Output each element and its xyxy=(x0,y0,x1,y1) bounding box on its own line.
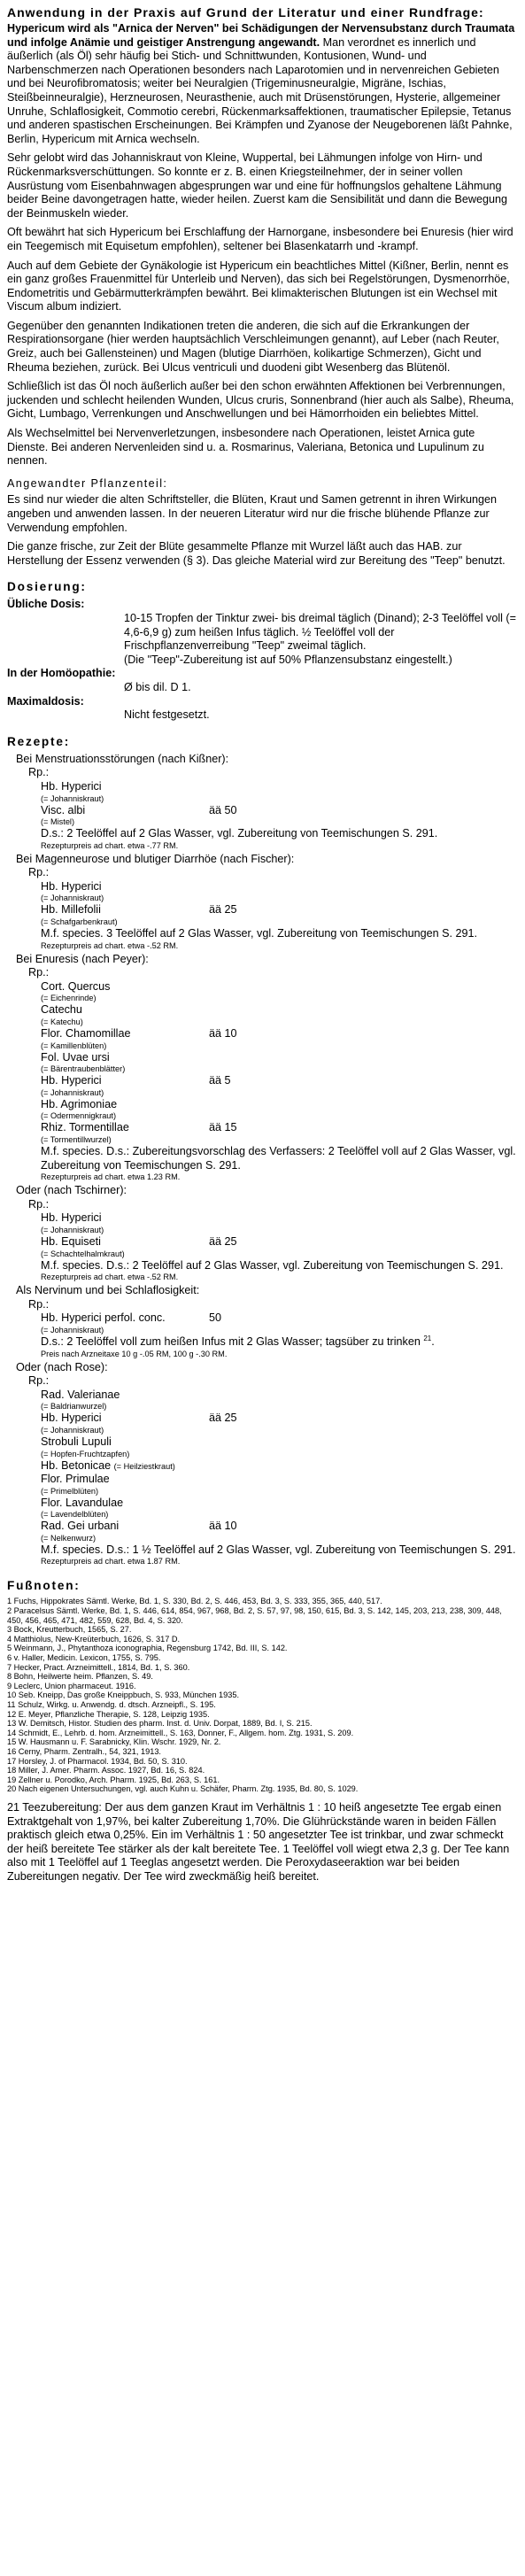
rp-label: Rp.: xyxy=(28,1297,50,1311)
dosage-table xyxy=(7,598,518,722)
ingredient-note: (= Katechu) xyxy=(41,1017,83,1027)
ingredient-note: (= Nelkenwurz) xyxy=(41,1533,97,1543)
dosage-value: Ø bis dil. D 1. xyxy=(124,680,191,693)
paragraph: Gegenüber den genannten Indikationen treten die anderen, die sich auf die Erkrankungen der Respirationsorgane (hier werden hauptsächlich Verschleimungen genannt), auf Leber (nach Reuter, Greiz, auch bei Gallensteinen) und Magen (blutige Diarrhöen, kolikartige Schmerzen), Gicht und Rheuma beziehen, zurück. Bei Ulcus ventriculi und duodeni gibt Wesenberg das Blütenöl. xyxy=(7,319,499,374)
ingredient-note: (= Lavendelblüten) xyxy=(41,1510,109,1520)
subheading: Angewandter Pflanzenteil: xyxy=(7,476,168,490)
section-heading: Dosierung: xyxy=(7,580,87,594)
recipe-instruction: M.f. species. 3 Teelöffel auf 2 Glas Wasser, vgl. Zubereitung von Teemischungen S. 291. xyxy=(41,927,478,940)
ingredient: Hb. Hyperici xyxy=(41,779,102,793)
section-heading: Rezepte: xyxy=(7,734,71,748)
footnote: 8 Bohn, Heilwerte heim. Pflanzen, S. 49. xyxy=(7,1672,153,1682)
ingredient: Rad. Gei urbani ää 10 xyxy=(41,1520,237,1533)
recipe-instruction: M.f. species. D.s.: 1 ½ Teelöffel auf 2 Glas Wasser, vgl. Zubereitung von Teemischungen S. 291. xyxy=(41,1543,516,1556)
footnote: 18 Miller, J. Amer. Pharm. Assoc. 1927, Bd. 16, S. 824. xyxy=(7,1766,205,1775)
footnote: 17 Horsley, J. of Pharmacol. 1934, Bd. 50, S. 310. xyxy=(7,1756,188,1766)
rp-label: Rp.: xyxy=(28,966,50,979)
footnote: 15 W. Hausmann u. F. Sarabnicky, Klin. Wschr. 1929, Nr. 2. xyxy=(7,1737,221,1747)
recipe-title: Bei Enuresis (nach Peyer): xyxy=(16,952,149,965)
ingredient-note: (= Schafgarbenkraut) xyxy=(41,917,118,927)
ingredient: Flor. Lavandulae xyxy=(41,1496,124,1509)
recipe-price: Rezepturpreis ad chart. etwa -.52 RM. xyxy=(41,1273,179,1282)
footnote: 16 Cerny, Pharm. Zentralh., 54, 321, 1913. xyxy=(7,1746,161,1756)
ingredient: Cort. Quercus xyxy=(41,979,111,993)
recipe-price: Preis nach Arzneitaxe 10 g -.05 RM, 100 g -.30 RM. xyxy=(41,1349,228,1358)
ingredient: Hb. Equiseti ää 25 xyxy=(41,1234,237,1248)
recipe-title: Bei Magenneurose und blutiger Diarrhöe (nach Fischer): xyxy=(16,852,295,865)
rp-label: Rp.: xyxy=(28,766,50,779)
footnote-list xyxy=(7,1597,518,1793)
footnote-21: 21 Teezubereitung: Der aus dem ganzen Kraut im Verhältnis 1 : 10 heiß angesetzte Tee ergab einen Extraktgehalt von 1,97%, bei kalter Zubereitung 1,70%. Die Glührückstände waren in beiden Fällen praktisch gleich etwa 0,25%. Ein im Verhältnis 1 : 50 angesetzter Tee ist trinkbar, und zwar schmeckt der heiß bereitete Tee stärker als der kalt bereitete Tee. 1 Teelöffel voll wiegt etwa 2,3 g. Der Tee kann also mit 1 Teelöffel auf 1 Teeglas angesetzt werden. Die Peroxydaseeraktion war bei beiden Zubereitungen negativ. Der Tee wird zweckmäßig heiß bereitet. xyxy=(7,1800,510,1883)
dosage-label: Übliche Dosis: xyxy=(7,598,85,611)
ingredient-note: (= Bärentraubenblätter) xyxy=(41,1064,126,1074)
ingredient: Hb. Hyperici xyxy=(41,1211,102,1225)
footnote: 14 Schmidt, E., Lehrb. d. hom. Arzneimittell., S. 163, Donner, F., Allgem. hom. Ztg. 1931, S. 209. xyxy=(7,1728,354,1737)
footnote: 1 Fuchs, Hippokrates Sämtl. Werke, Bd. 1, S. 330, Bd. 2, S. 446, 453, Bd. 3, S. 333, 355, 365, 440, 517. xyxy=(7,1597,382,1606)
footnote: 2 Paracelsus Sämtl. Werke, Bd. 1, S. 446, 614, 854, 967, 968, Bd. 2, S. 57, 97, 98, 150, 615, Bd. 3, S. 142, 145, 203, 213, 238, 309, 448, 450, 456, 465, 471, 482, 559, 628, Bd. 4, S. 320. xyxy=(7,1606,502,1625)
ingredient-note: (= Odermennigkraut) xyxy=(41,1111,117,1121)
paragraph: Hypericum wird als "Arnica der Nerven" bei Schädigungen der Nervensubstanz durch Traumata und infolge Anämie und geistiger Anstrengung angewandt. Man verordnet es innerlich und äußerlich (als Öl) sehr häufig bei Stich- und Schnittwunden, Kontusionen, Wund- und Narbenschmerzen nach Operationen besonders nach Laparotomien und in nervenreichen Gebieten und bei Neurofibromatosis; weiter bei Neuralgien (Trigeminusneuralgie, Migräne, Ischias, Steißbeinneuralgie), Herzneurosen, Neurasthenie, auch mit Drüsenstörungen, Hysterie, allgemeiner Unruhe, Schlaflosigkeit, Commotio cerebri, Rückenmarksaffektionen, traumatischer Epilepsie, Tetanus und anderen spastischen Erscheinungen. Bei Krämpfen und Zyanose der Neugeborenen läßt Pahnke, Berlin, Hypericum mit Arnica wechseln. xyxy=(7,22,515,145)
footnote: 19 Zellner u. Porodko, Arch. Pharm. 1925, Bd. 263, S. 161. xyxy=(7,1775,220,1784)
ingredient-note: (= Johanniskraut) xyxy=(41,793,104,803)
ingredient: Rhiz. Tormentillae ää 15 xyxy=(41,1121,237,1134)
ingredient: Fol. Uvae ursi xyxy=(41,1050,110,1064)
recipe-price: Rezepturpreis ad chart. etwa 1.87 RM. xyxy=(41,1557,181,1566)
ingredient-note: (= Tormentillwurzel) xyxy=(41,1135,112,1144)
ingredient: Catechu xyxy=(41,1003,82,1017)
recipe-instruction: D.s.: 2 Teelöffel auf 2 Glas Wasser, vgl. Zubereitung von Teemischungen S. 291. xyxy=(41,827,438,840)
footnote: 13 W. Demitsch, Histor. Studien des pharm. Inst. d. Univ. Dorpat, 1889, Bd. I, S. 215. xyxy=(7,1719,313,1729)
paragraph: Es sind nur wieder die alten Schriftsteller, die Blüten, Kraut und Samen getrennt in ihren Wirkungen angeben und anwenden lassen. In der neueren Literatur wird nur die frische blühende Pflanze zur Verwendung empfohlen. xyxy=(7,493,498,534)
ingredient: Visc. albi ää 50 xyxy=(41,803,237,816)
recipe-title: Oder (nach Rose): xyxy=(16,1360,108,1373)
ingredient: Flor. Primulae xyxy=(41,1473,110,1486)
ingredient-note: (= Baldrianwurzel) xyxy=(41,1402,107,1412)
footnote: 10 Seb. Kneipp, Das große Kneippbuch, S. 933, München 1935. xyxy=(7,1690,240,1700)
ingredient-note: (= Johanniskraut) xyxy=(41,1225,104,1234)
ingredient-note: (= Johanniskraut) xyxy=(41,1325,104,1334)
paragraph: Oft bewährt hat sich Hypericum bei Erschlaffung der Harnorgane, insbesondere bei Enuresis (hier wird ein Teegemisch mit Equisetum empfohlen), seltener bei Blasenkatarrh und -krampf. xyxy=(7,226,513,252)
recipe-instruction: M.f. species. D.s.: Zubereitungsvorschlag des Verfassers: 2 Teelöffel voll auf 2 Glas Wasser, vgl. Zubereitung von Teemischungen S. 291. xyxy=(41,1145,516,1172)
paragraph: Die ganze frische, zur Zeit der Blüte gesammelte Pflanze mit Wurzel läßt auch das HAB. zur Herstellung der Essenz verwenden (§ 3). Das gleiche Material wird zur Bereitung des "Teep" benutzt. xyxy=(7,540,506,567)
recipe-price: Rezepturpreis ad chart. etwa -.77 RM. xyxy=(41,840,179,850)
ingredient-note: (= Mistel) xyxy=(41,817,75,827)
rp-label: Rp.: xyxy=(28,1197,50,1211)
recipes xyxy=(16,753,518,1567)
ingredient-note: (= Eichenrinde) xyxy=(41,994,97,1003)
section-heading: Fußnoten: xyxy=(7,1579,81,1593)
footnote: 20 Nach eigenen Untersuchungen, vgl. auch Kuhn u. Schäfer, Pharm. Ztg. 1935, Bd. 80, S. 1029. xyxy=(7,1784,359,1794)
footnote: 11 Schulz, Wirkg. u. Anwendg. d. dtsch. Arzneipfl., S. 195. xyxy=(7,1700,216,1709)
ingredient: Hb. Agrimoniae xyxy=(41,1097,118,1110)
rp-label: Rp.: xyxy=(28,1374,50,1388)
ingredient: Hb. Hyperici perfol. conc. 50 xyxy=(41,1311,222,1325)
ingredient: Hb. Hyperici ää 25 xyxy=(41,1412,237,1425)
ingredient-note: (= Hopfen-Fruchtzapfen) xyxy=(41,1449,130,1458)
ingredient-note: (= Johanniskraut) xyxy=(41,1425,104,1435)
ingredient-note: (= Kamillenblüten) xyxy=(41,1040,107,1050)
paragraph: Sehr gelobt wird das Johanniskraut von Kleine, Wuppertal, bei Lähmungen infolge von Hirn- und Rückenmarksverschüttungen. So konnte er z. B. einen Kriegsteilnehmer, der in seiner vollen Ausrüstung vom Eisenbahnwagen abgesprungen war und eine für hoffnungslos gehaltene Lähmung beider Beine davongetragen hatte, wieder heilen. Zuerst kam die Sensibilität und dann die Bewegung der Beinmuskeln wieder. xyxy=(7,151,507,220)
recipe-price: Rezepturpreis ad chart. etwa 1.23 RM. xyxy=(41,1172,181,1182)
ingredient-note: (= Johanniskraut) xyxy=(41,893,104,903)
rp-label: Rp.: xyxy=(28,866,50,879)
footnote: 3 Bock, Kreutterbuch, 1565, S. 27. xyxy=(7,1625,132,1635)
ingredient-note: (= Schachtelhalmkraut) xyxy=(41,1249,125,1258)
footnote: 9 Leclerc, Union pharmaceut. 1916. xyxy=(7,1681,136,1690)
ingredient: Hb. Millefolii ää 25 xyxy=(41,903,237,917)
ingredient: Hb. Hyperici xyxy=(41,879,102,893)
ingredient-note: (= Johanniskraut) xyxy=(41,1087,104,1097)
ingredient: Hb. Betonicae (= Heilziestkraut) xyxy=(41,1458,175,1472)
ingredient: Rad. Valerianae xyxy=(41,1388,120,1401)
recipe-title: Als Nervinum und bei Schlaflosigkeit: xyxy=(16,1284,200,1297)
page-title: Anwendung in der Praxis auf Grund der Literatur und einer Rundfrage: xyxy=(7,5,484,19)
ingredient: Strobuli Lupuli xyxy=(41,1435,112,1448)
dosage-label: Maximaldosis: xyxy=(7,694,84,708)
footnote: 7 Hecker, Pract. Arzneimittell., 1814, Bd. 1, S. 360. xyxy=(7,1662,190,1672)
dosage-label: In der Homöopathie: xyxy=(7,667,116,680)
footnote: 4 Matthiolus, New-Kreüterbuch, 1626, S. 317 D. xyxy=(7,1634,181,1644)
paragraph: Schließlich ist das Öl noch äußerlich außer bei den schon erwähnten Affektionen bei Verbrennungen, juckenden und schlecht heilenden Wunden, Ulcus cruris, Sonnenbrand (hier auch als Salbe), Rheuma, Gicht, Lumbago, Verrenkungen und Anschwellungen und bei Hämorrhoiden ein beliebtes Mittel. xyxy=(7,380,514,421)
recipe-price: Rezepturpreis ad chart. etwa -.52 RM. xyxy=(41,940,179,950)
dosage-value: Nicht festgesetzt. xyxy=(124,708,210,722)
footnote: 5 Weinmann, J., Phytanthoza iconographia, Regensburg 1742, Bd. III, S. 142. xyxy=(7,1644,288,1653)
paragraph: Auch auf dem Gebiete der Gynäkologie ist Hypericum ein beachtliches Mittel (Kißner, Berlin, nennt es ein ganz großes Frauenmittel für Unterleib und Nerven), das sich bei Regelstörungen, Dysmenorrhöe, Endometritis und Gebärmutterkrämpfen bewährt. Bei klimakterischen Blutungen ist ein Wechsel mit Viscum album indiziert. xyxy=(7,259,510,313)
footnote: 6 v. Haller, Medicin. Lexicon, 1755, S. 795. xyxy=(7,1653,161,1663)
recipe-title: Bei Menstruationsstörungen (nach Kißner): xyxy=(16,752,229,765)
paragraph: Als Wechselmittel bei Nervenverletzungen, insbesondere nach Operationen, leistet Arnica gute Dienste. Bei anderen Nervenleiden sind u. a. Rosmarinus, Valeriana, Betonica und Lupulinum zu nennen. xyxy=(7,427,484,468)
recipe-instruction: M.f. species. D.s.: 2 Teelöffel auf 2 Glas Wasser, vgl. Zubereitung von Teemischungen S. 291. xyxy=(41,1258,504,1272)
footnote: 12 E. Meyer, Pflanzliche Therapie, S. 128, Leipzig 1935. xyxy=(7,1709,210,1719)
ingredient: Hb. Hyperici ää 5 xyxy=(41,1074,231,1087)
recipe-title: Oder (nach Tschirner): xyxy=(16,1184,127,1197)
ingredient: Flor. Chamomillae ää 10 xyxy=(41,1027,237,1040)
recipe-instruction: D.s.: 2 Teelöffel voll zum heißen Infus mit 2 Glas Wasser; tagsüber zu trinken $^{21}$. xyxy=(41,1334,435,1348)
ingredient-note: (= Primelblüten) xyxy=(41,1486,99,1496)
dosage-value: 10-15 Tropfen der Tinktur zwei- bis dreimal täglich (Dinand); 2-3 Teelöffel voll (= 4,6-6,9 g) zum heißen Infus täglich. ½ Teelöffel voll der Frischpflanzenverreibung "Teep" zweimal täglich. (Die "Teep"-Zubereitung ist auf 50% Pflanzensubstanz eingestellt.) xyxy=(124,611,516,666)
